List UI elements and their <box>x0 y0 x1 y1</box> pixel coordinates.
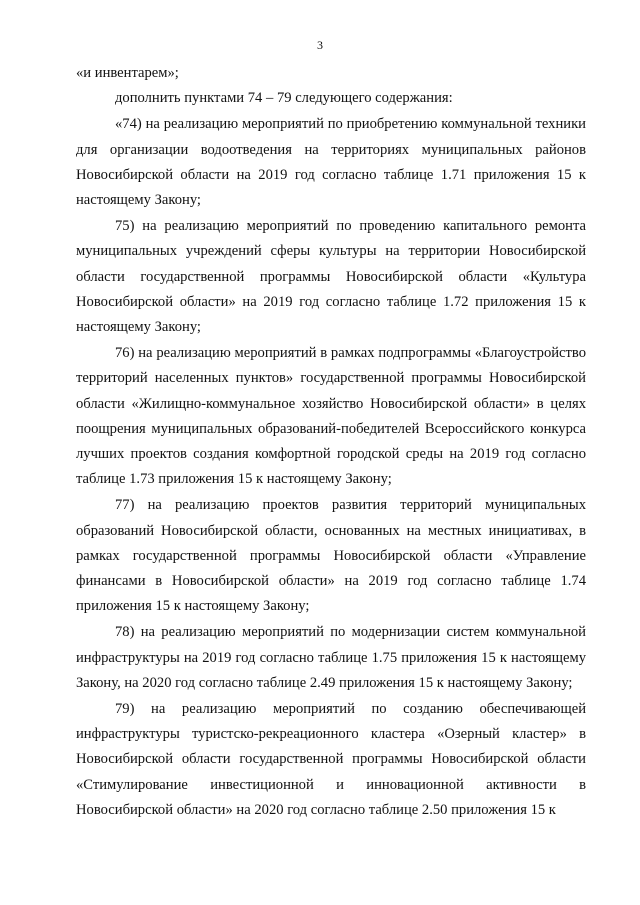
paragraph-amendment-intro: дополнить пунктами 74 – 79 следующего содержания: <box>115 90 453 107</box>
paragraph-continuation: «и инвентарем»; <box>76 65 179 81</box>
paragraph-item-78: 78) на реализацию мероприятий по модернизации систем коммунальной инфраструктуры на 2019 год согласно таблице 1.75 приложения 15 к настоящему Закону, на 2020 год согласно таблице 2.49 приложения 15 к настоящему Закону; <box>76 624 586 691</box>
paragraph-item-74: «74) на реализацию мероприятий по приобретению коммунальной техники для организации водоотведения на территориях муниципальных районов Новосибирской области на 2019 год согласно таблице 1.71 приложения 15 к настоящему Закону; <box>76 116 586 209</box>
paragraph-item-75: 75) на реализацию мероприятий по проведению капитального ремонта муниципальных учреждений сферы культуры на территории Новосибирской области государственной программы Новосибирской области «Культура Новосибирской области» на 2019 год согласно таблице 1.72 приложения 15 к настоящему Закону; <box>76 218 586 336</box>
page-number: 3 <box>317 38 323 52</box>
document-body <box>76 61 586 823</box>
paragraph-item-76: 76) на реализацию мероприятий в рамках подпрограммы «Благоустройство территорий населенных пунктов» государственной программы Новосибирской области «Жилищно-коммунальное хозяйство Новосибирской области» в целях поощрения муниципальных образований-победителей Всероссийского конкурса лучших проектов создания комфортной городской среды на 2019 год согласно таблице 1.73 приложения 15 к настоящему Закону; <box>76 345 586 488</box>
paragraph-item-77: 77) на реализацию проектов развития территорий муниципальных образований Новосибирской области, основанных на местных инициативах, в рамках государственной программы Новосибирской области «Управление финансами в Новосибирской области» на 2019 год согласно таблице 1.74 приложения 15 к настоящему Закону; <box>76 497 586 615</box>
paragraph-item-79: 79) на реализацию мероприятий по созданию обеспечивающей инфраструктуры туристско-рекреационного кластера «Озерный кластер» в Новосибирской области государственной программы Новосибирской области «Стимулирование инвестиционной и инновационной активности в Новосибирской области» на 2020 год согласно таблице 2.50 приложения 15 к <box>76 701 586 818</box>
